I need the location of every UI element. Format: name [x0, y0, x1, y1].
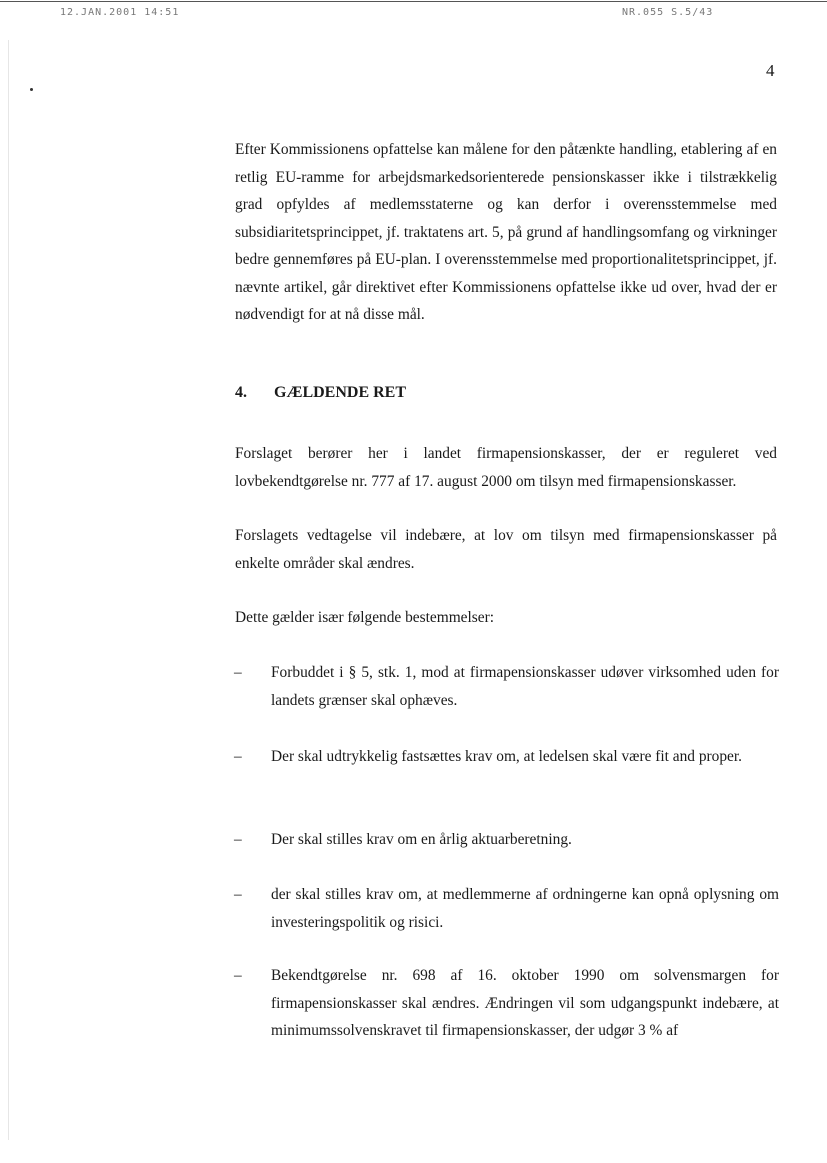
- fax-top-rule: [0, 1, 827, 2]
- scan-speck: [30, 88, 33, 91]
- bullet-dash: –: [234, 831, 242, 848]
- list-item: [234, 743, 779, 771]
- bullet-text: Forbuddet i § 5, stk. 1, mod at firmapensionskasser udøver virksomhed uden for landets grænser skal ophæves.: [271, 664, 779, 709]
- section-number: 4.: [235, 384, 247, 401]
- list-item: [234, 826, 779, 854]
- list-item: [234, 881, 779, 936]
- intro-paragraph: Efter Kommissionens opfattelse kan målene for den påtænkte handling, etablering af en retlig EU-ramme for arbejdsmarkedsorienterede pensionskasser ikke i tilstrækkelig grad opfyldes af medlemsstaterne og kan derfor i overensstemmelse med subsidiaritetsprincippet, jf. traktatens art. 5, på grund af handlingsomfang og virkninger bedre gennemføres på EU-plan. I overensstemmelse med proportionalitetsprincippet, jf. nævnte artikel, går direktivet efter Kommissionens opfattelse ikke ud over, hvad der er nødvendigt for at nå disse mål.: [235, 141, 777, 323]
- section-heading: [235, 384, 406, 402]
- paragraph-adoption: Forslagets vedtagelse vil indebære, at lov om tilsyn med firmapensionskasser på enkelte områder skal ændres.: [235, 527, 777, 572]
- bullet-text: Der skal udtrykkelig fastsættes krav om, at ledelsen skal være fit and proper.: [271, 748, 743, 765]
- scan-edge-line: [8, 40, 9, 1140]
- bullet-dash: –: [234, 664, 242, 681]
- fax-header-left: 12.JAN.2001 14:51: [60, 7, 180, 18]
- bullet-dash: –: [234, 886, 242, 903]
- list-item: [234, 659, 779, 714]
- paragraph-provisions-intro: Dette gælder især følgende bestemmelser:: [235, 609, 495, 626]
- bullet-dash: –: [234, 748, 242, 765]
- bullet-text: Der skal stilles krav om en årlig aktuarberetning.: [271, 831, 572, 848]
- list-item: [234, 962, 779, 1045]
- paragraph-scope: Forslaget berører her i landet firmapensionskasser, der er reguleret ved lovbekendtgørelse nr. 777 af 17. august 2000 om tilsyn med firmapensionskasser.: [235, 445, 777, 490]
- page-number: 4: [766, 61, 775, 80]
- section-title: GÆLDENDE RET: [274, 384, 407, 401]
- fax-header-right: NR.055 S.5/43: [622, 7, 714, 18]
- bullet-text: der skal stilles krav om, at medlemmerne af ordningerne kan opnå oplysning om investeringspolitik og risici.: [271, 886, 779, 931]
- bullet-text: Bekendtgørelse nr. 698 af 16. oktober 1990 om solvensmargen for firmapensionskasser skal ændres. Ændringen vil som udgangspunkt indebære, at minimumssolvenskravet til firmapensionskasser, der udgør 3 % af: [271, 967, 779, 1039]
- bullet-dash: –: [234, 967, 242, 984]
